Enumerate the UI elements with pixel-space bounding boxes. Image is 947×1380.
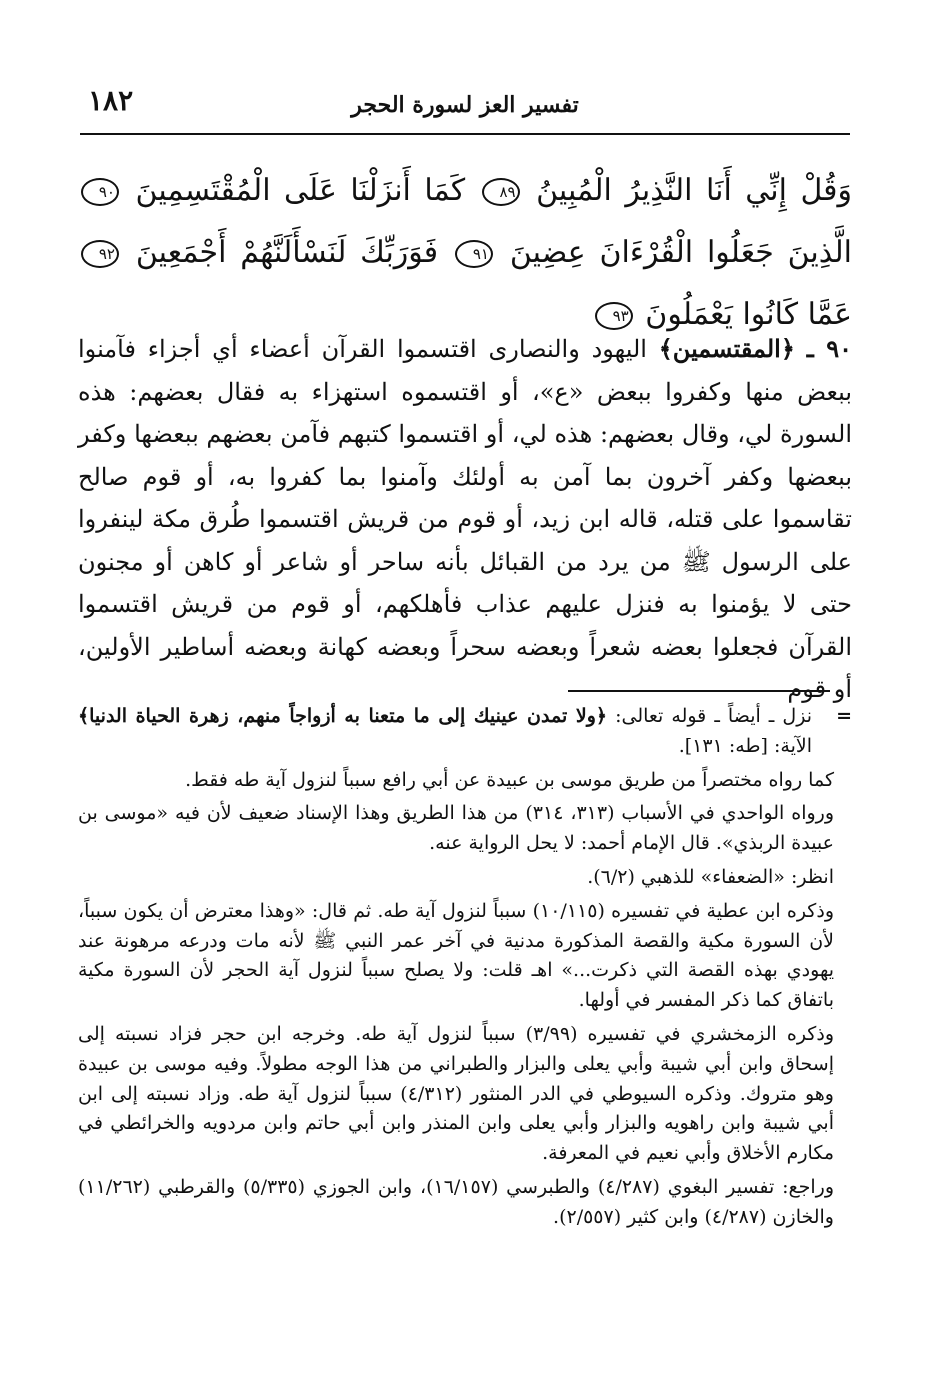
verse-number-marker: ٩٣ — [595, 302, 633, 330]
page-number: ١٨٢ — [88, 84, 134, 117]
verse-text: الَّذِينَ جَعَلُوا الْقُرْءَانَ عِضِينَ — [509, 235, 852, 270]
footnote-text: نزل ـ أيضاً ـ قوله تعالى: — [615, 705, 813, 727]
commentary-paragraph — [78, 328, 852, 711]
footnote-paragraph — [78, 702, 852, 762]
quran-verses — [78, 160, 852, 346]
footnotes — [78, 702, 852, 1237]
running-title: تفسير العز لسورة الحجر — [351, 92, 579, 118]
footnote-paragraph: انظر: «الضعفاء» للذهبي (٦/٢). — [587, 865, 834, 888]
verse-number-marker: ٩٠ — [81, 178, 119, 206]
verse-text: عَمَّا كَانُوا يَعْمَلُونَ — [645, 297, 852, 332]
header-divider — [80, 133, 850, 135]
verse-number-marker: ٩٢ — [81, 240, 119, 268]
continuation-mark: = — [836, 705, 852, 727]
verse-text: فَوَرَبِّكَ لَنَسْأَلَنَّهُمْ أَجْمَعِينَ — [135, 235, 439, 270]
footnote-paragraph: ورواه الواحدي في الأسباب (٣١٣، ٣١٤) من هذا الطريق وهذا الإسناد ضعيف لأن فيه «موسى بن عبيدة الربذي». قال الإمام أحمد: لا يحل الرواية عنه. — [78, 802, 835, 855]
footnote-paragraph: كما رواه مختصراً من طريق موسى بن عبيدة عن أبي رافع سبباً لنزول آية طه فقط. — [185, 768, 834, 791]
commentary-text: اليهود والنصارى اقتسموا القرآن أعضاء أي أجزاء فآمنوا ببعض منها وكفروا ببعض «ع»، أو اقتسموه استهزاء به فقال بعضهم: هذه السورة لي، وقال بعضهم: هذه لي، أو اقتسموا كتبهم فآمن بعضهم ببعضها وكفر ببعضها وكفر آخرون بما آمن به أولئك وآمنوا بما كفروا به، أو قوم صالح تقاسموا على قتله، قاله ابن زيد، أو قوم من قريش اقتسموا طُرق مكة لينفروا على الرسول ﷺ من يرد من القبائل بأنه ساحر أو شاعر أو كاهن أو مجنون حتى لا يؤمنوا به فنزل عليهم عذاب فأهلكهم، أو قوم من قريش اقتسموا القرآن فجعلوا بعضه شعراً وبعضه سحراً وبعضه كهانة وبعضه أساطير الأولين، أو قوم — [78, 335, 852, 703]
footnote-quote: ﴿ولا تمدن عينيك إلى ما متعنا به أزواجاً منهم، زهرة الحياة الدنيا﴾ — [78, 705, 608, 727]
verse-text: وَقُلْ إِنِّي أَنَا النَّذِيرُ الْمُبِينُ — [536, 173, 852, 208]
footnote-text: الآية: [طه: ١٣١]. — [678, 734, 812, 757]
footnote-paragraph: وراجع: تفسير البغوي (٤/٢٨٧) والطبرسي (١٦/١٥٧)، وابن الجوزي (٥/٣٣٥) والقرطبي (١١/٢٦٢) والخازن (٤/٢٨٧) وابن كثير (٢/٥٥٧). — [78, 1175, 835, 1228]
commentary-term: ﴿المقتسمين﴾ — [658, 334, 795, 363]
verse-number-marker: ٩١ — [455, 240, 493, 268]
footnote-paragraph: وذكره ابن عطية في تفسيره (١٠/١١٥) سبباً لنزول آية طه. ثم قال: «وهذا معترض أن يكون سبباً، لأن السورة مكية والقصة المذكورة مدنية في آخر عمر النبي ﷺ لأنه مات ودرعه مرهونة عند يهودي بهذه القصة التي ذكرت...» اهـ قلت: ولا يصلح سبباً لنزول آية الحجر لأن السورة مكية باتفاق كما ذكر المفسر في أولها. — [78, 899, 834, 1012]
commentary-verse-number: ٩٠ ـ — [806, 334, 852, 363]
verse-number-marker: ٨٩ — [482, 178, 520, 206]
footnote-paragraph: وذكره الزمخشري في تفسيره (٣/٩٩) سبباً لنزول آية طه. وخرجه ابن حجر فزاد نسبته إلى إسحاق وابن أبي شيبة وأبي يعلى والبزار والطبراني من هذا الوجه مطولاً. وفيه موسى بن عبيدة وهو متروك. وذكره السيوطي في الدر المنثور (٤/٣١٢) سبباً لنزول آية طه. وزاد نسبته إلى ابن أبي شيبة وابن راهويه والبزار وأبي يعلى وابن المنذر وابن أبي حاتم وابن مردويه والخرائطي في مكارم الأخلاق وأبي نعيم في المعرفة. — [78, 1022, 834, 1165]
footnote-divider — [568, 690, 830, 692]
verse-text: كَمَا أَنزَلْنَا عَلَى الْمُقْتَسِمِينَ — [135, 173, 466, 208]
page-header — [80, 82, 850, 122]
